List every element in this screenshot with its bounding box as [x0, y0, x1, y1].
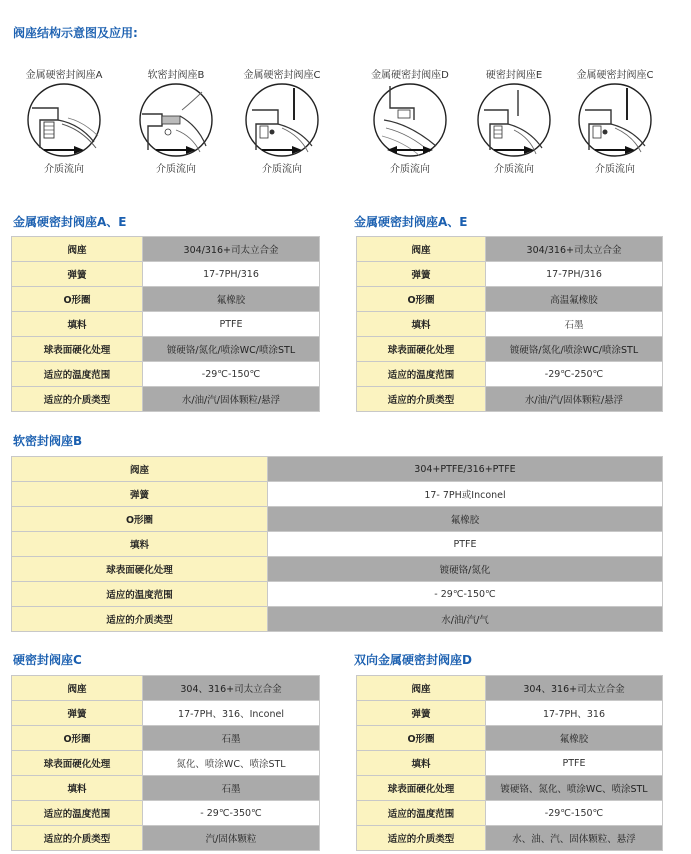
table-row — [12, 457, 663, 482]
section-title-d: 双向金属硬密封阀座D — [354, 653, 472, 667]
row-key: 弹簧 — [357, 701, 486, 726]
row-key: 填料 — [12, 532, 268, 557]
row-key: 适应的介质类型 — [357, 387, 486, 412]
row-key: 阀座 — [12, 676, 143, 701]
row-value: 17- 7PH或Inconel — [268, 482, 663, 507]
table-row — [12, 726, 320, 751]
diagram-seat-d — [354, 66, 466, 178]
table-row — [12, 532, 663, 557]
row-key: 阀座 — [12, 237, 143, 262]
row-value: 17-7PH/316 — [486, 262, 663, 287]
flow-label: 介质流向 — [44, 164, 84, 175]
diagram-seat-e — [458, 66, 570, 178]
table-row — [12, 262, 320, 287]
row-key: 弹簧 — [12, 262, 143, 287]
row-key: 适应的介质类型 — [12, 607, 268, 632]
table-row — [12, 676, 320, 701]
diagram-seat-a — [8, 66, 120, 178]
table-row — [12, 801, 320, 826]
row-key: 适应的介质类型 — [12, 826, 143, 851]
flow-label: 介质流向 — [390, 164, 430, 175]
row-value: 镀硬铬/氮化 — [268, 557, 663, 582]
row-key: 适应的温度范围 — [12, 582, 268, 607]
flow-label: 介质流向 — [262, 164, 302, 175]
row-value: 17-7PH、316、Inconel — [143, 701, 320, 726]
row-value: -29℃-150℃ — [486, 801, 663, 826]
row-value: - 29℃-150℃ — [268, 582, 663, 607]
row-key: 阀座 — [12, 457, 268, 482]
row-key: O形圈 — [12, 726, 143, 751]
row-key: 适应的介质类型 — [12, 387, 143, 412]
diagram-label: 金属硬密封阀座D — [371, 70, 449, 81]
section-title-b: 软密封阀座B — [13, 434, 83, 448]
row-key: O形圈 — [357, 726, 486, 751]
row-value: 氟橡胶 — [143, 287, 320, 312]
diagram-seat-c — [226, 66, 338, 178]
row-value: PTFE — [486, 751, 663, 776]
diagram-label: 软密封阀座B — [147, 70, 205, 81]
row-key: 适应的介质类型 — [357, 826, 486, 851]
row-value: 镀硬铬、氮化、喷涂WC、喷涂STL — [486, 776, 663, 801]
table-row — [12, 826, 320, 851]
table-row — [357, 387, 663, 412]
table-row — [357, 801, 663, 826]
row-value: 氟橡胶 — [486, 726, 663, 751]
row-key: 填料 — [357, 751, 486, 776]
row-value: 高温氟橡胶 — [486, 287, 663, 312]
arrow-both-icon — [387, 146, 433, 154]
row-value: 水/油/汽/固体颗粒/悬浮 — [486, 387, 663, 412]
table-row — [357, 237, 663, 262]
table-row — [12, 557, 663, 582]
table-row — [357, 726, 663, 751]
row-key: 填料 — [12, 776, 143, 801]
spec-table-ae-right — [356, 236, 663, 412]
row-key: 适应的温度范围 — [12, 801, 143, 826]
spec-table-d — [356, 675, 663, 851]
row-key: 球表面硬化处理 — [12, 557, 268, 582]
row-key: 阀座 — [357, 676, 486, 701]
arrow-right-icon — [494, 146, 534, 154]
flow-label: 介质流向 — [595, 164, 635, 175]
row-key: 填料 — [357, 312, 486, 337]
diagram-seat-b — [120, 66, 232, 178]
row-value: 镀硬铬/氮化/喷涂WC/喷涂STL — [143, 337, 320, 362]
flow-label: 介质流向 — [494, 164, 534, 175]
spec-table-b — [11, 456, 663, 632]
row-key: 适应的温度范围 — [357, 362, 486, 387]
table-row — [12, 751, 320, 776]
row-value: 304/316+司太立合金 — [143, 237, 320, 262]
table-row — [357, 776, 663, 801]
table-row — [357, 362, 663, 387]
row-value: 氟橡胶 — [268, 507, 663, 532]
row-value: -29℃-250℃ — [486, 362, 663, 387]
row-value: 17-7PH/316 — [143, 262, 320, 287]
row-key: 阀座 — [357, 237, 486, 262]
row-value: 304+PTFE/316+PTFE — [268, 457, 663, 482]
row-value: 水/油/汽/气 — [268, 607, 663, 632]
row-key: 球表面硬化处理 — [357, 337, 486, 362]
diagram-label: 硬密封阀座E — [485, 70, 543, 81]
row-key: 球表面硬化处理 — [12, 751, 143, 776]
row-key: 弹簧 — [12, 482, 268, 507]
section-title-ae-left: 金属硬密封阀座A、E — [13, 215, 127, 229]
row-key: 填料 — [12, 312, 143, 337]
table-row — [12, 387, 320, 412]
section-title-c: 硬密封阀座C — [13, 653, 82, 667]
flow-label: 介质流向 — [156, 164, 196, 175]
row-key: 球表面硬化处理 — [12, 337, 143, 362]
row-value: 石墨 — [143, 776, 320, 801]
row-value: 石墨 — [143, 726, 320, 751]
table-row — [12, 287, 320, 312]
table-row — [12, 507, 663, 532]
table-row — [12, 607, 663, 632]
diagram-label: 金属硬密封阀座A — [25, 70, 103, 81]
row-value: PTFE — [143, 312, 320, 337]
row-value: 304/316+司太立合金 — [486, 237, 663, 262]
table-row — [357, 826, 663, 851]
row-key: 弹簧 — [357, 262, 486, 287]
arrow-right-icon — [44, 146, 84, 154]
row-value: 304、316+司太立合金 — [486, 676, 663, 701]
row-value: -29℃-150℃ — [143, 362, 320, 387]
row-value: 304、316+司太立合金 — [143, 676, 320, 701]
diagram-seat-c2 — [559, 66, 671, 178]
arrow-right-icon — [262, 146, 302, 154]
section-title-ae-right: 金属硬密封阀座A、E — [354, 215, 468, 229]
spec-table-ae-left — [11, 236, 320, 412]
row-value: PTFE — [268, 532, 663, 557]
row-value: 水/油/汽/固体颗粒/悬浮 — [143, 387, 320, 412]
row-value: 镀硬铬/氮化/喷涂WC/喷涂STL — [486, 337, 663, 362]
table-row — [12, 337, 320, 362]
table-row — [357, 676, 663, 701]
row-key: 适应的温度范围 — [12, 362, 143, 387]
table-row — [357, 287, 663, 312]
arrow-right-icon — [595, 146, 635, 154]
table-row — [12, 776, 320, 801]
row-key: 弹簧 — [12, 701, 143, 726]
row-value: - 29℃-350℃ — [143, 801, 320, 826]
table-row — [12, 701, 320, 726]
table-row — [12, 312, 320, 337]
row-key: O形圈 — [12, 287, 143, 312]
diagram-label: 金属硬密封阀座C — [576, 70, 654, 81]
row-key: 适应的温度范围 — [357, 801, 486, 826]
table-row — [357, 337, 663, 362]
table-row — [12, 362, 320, 387]
row-value: 水、油、汽、固体颗粒、悬浮 — [486, 826, 663, 851]
table-row — [357, 312, 663, 337]
row-value: 汽/固体颗粒 — [143, 826, 320, 851]
row-key: O形圈 — [12, 507, 268, 532]
table-row — [357, 751, 663, 776]
table-row — [357, 701, 663, 726]
arrow-right-icon — [156, 146, 196, 154]
table-row — [12, 237, 320, 262]
row-key: 球表面硬化处理 — [357, 776, 486, 801]
row-value: 17-7PH、316 — [486, 701, 663, 726]
table-row — [357, 262, 663, 287]
diagram-label: 金属硬密封阀座C — [243, 70, 321, 81]
row-key: O形圈 — [357, 287, 486, 312]
page-title: 阀座结构示意图及应用: — [13, 26, 138, 40]
spec-table-c — [11, 675, 320, 851]
table-row — [12, 482, 663, 507]
row-value: 石墨 — [486, 312, 663, 337]
row-value: 氮化、喷涂WC、喷涂STL — [143, 751, 320, 776]
table-row — [12, 582, 663, 607]
